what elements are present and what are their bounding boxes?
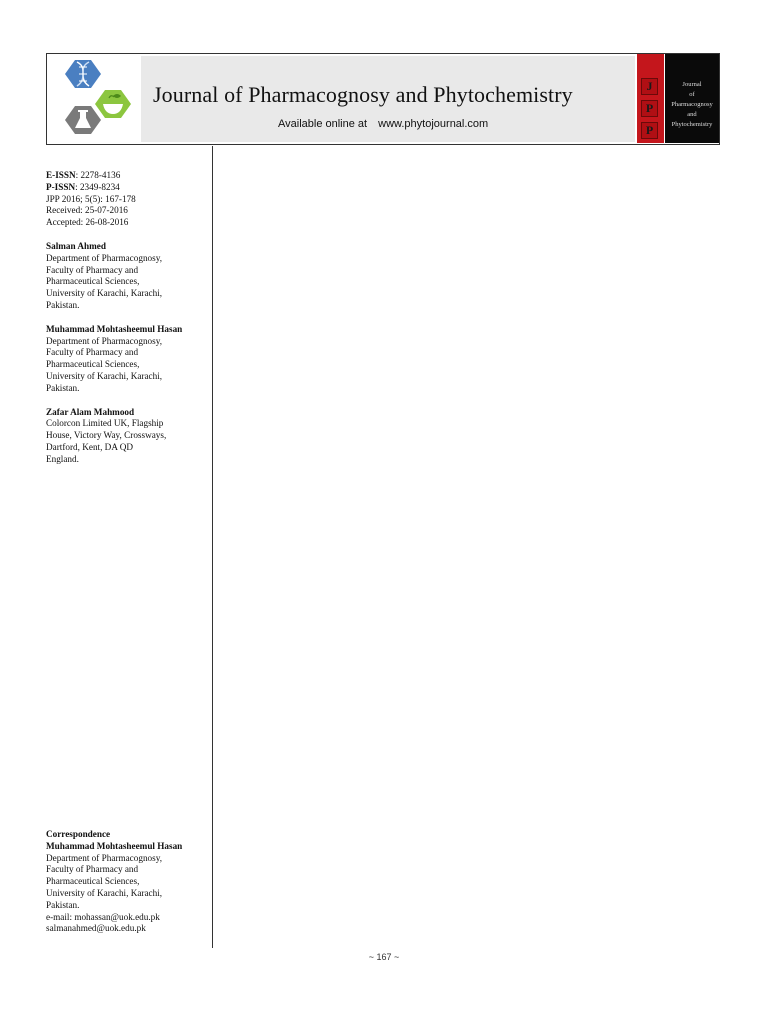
journal-url: www.phytojournal.com xyxy=(378,118,489,130)
affiliation-line: Pharmaceutical Sciences, xyxy=(46,276,140,287)
received-date: Received: 25-07-2016 xyxy=(46,205,128,216)
jpp-letter-p2: P xyxy=(641,122,658,139)
affiliation-line: Department of Pharmacognosy, xyxy=(46,252,163,263)
affiliation-line: Department of Pharmacognosy, xyxy=(46,335,163,346)
eissn-value: : 2278-4136 xyxy=(75,170,121,180)
correspondence-block xyxy=(46,829,208,935)
page-number: ~ 167 ~ xyxy=(368,952,400,962)
affiliation-line: Colorcon Limited UK, Flagship xyxy=(46,418,164,429)
affiliation-line: University of Karachi, Karachi, xyxy=(46,887,163,898)
pissn-line xyxy=(46,182,208,194)
author-block xyxy=(46,407,208,466)
side-title-line: Journal xyxy=(682,81,702,88)
journal-side-title-box xyxy=(665,54,719,143)
pissn-value: : 2349-8234 xyxy=(75,181,120,192)
affiliation-line: Faculty of Pharmacy and xyxy=(46,864,139,875)
affiliation-line: Department of Pharmacognosy, xyxy=(46,852,163,863)
pissn-label: P-ISSN xyxy=(46,181,76,192)
eissn-label: E-ISSN xyxy=(46,170,76,180)
affiliation-line: Pakistan. xyxy=(46,382,80,393)
hexagon-logo-icon xyxy=(51,58,135,140)
author-block xyxy=(46,241,208,312)
author-block xyxy=(46,324,208,395)
accepted-date: Accepted: 26-08-2016 xyxy=(46,217,129,228)
jpp-citation: JPP 2016; 5(5): 167-178 xyxy=(46,193,136,204)
author-name: Salman Ahmed xyxy=(46,240,106,251)
available-label: Available online at xyxy=(278,118,368,130)
correspondence-name: Muhammad Mohtasheemul Hasan xyxy=(46,840,183,851)
journal-side-title xyxy=(665,80,719,130)
title-area xyxy=(141,56,635,142)
author-name: Muhammad Mohtasheemul Hasan xyxy=(46,323,183,334)
author-name: Zafar Alam Mahmood xyxy=(46,406,135,417)
eissn-line xyxy=(46,170,208,182)
side-title-line: of xyxy=(689,91,695,98)
affiliation-line: Faculty of Pharmacy and xyxy=(46,347,139,358)
affiliation-line: Faculty of Pharmacy and xyxy=(46,264,139,275)
affiliation-line: University of Karachi, Karachi, xyxy=(46,370,163,381)
availability-line xyxy=(278,118,488,130)
affiliation-line: University of Karachi, Karachi, xyxy=(46,288,163,299)
column-divider xyxy=(212,146,213,948)
email-line: salmanahmed@uok.edu.pk xyxy=(46,923,146,934)
correspondence-heading: Correspondence xyxy=(46,829,111,839)
side-title-line: Phytochemistry xyxy=(671,121,713,128)
side-title-line: and xyxy=(687,111,697,118)
publication-meta xyxy=(46,170,208,229)
email-line: e-mail: mohassan@uok.edu.pk xyxy=(46,911,160,922)
side-title-line: Pharmacognosy xyxy=(671,101,713,108)
affiliation-line: Dartford, Kent, DA QD xyxy=(46,441,134,452)
affiliation-line: Pakistan. xyxy=(46,299,80,310)
jpp-letter-j: J xyxy=(641,78,658,95)
affiliation-line: Pakistan. xyxy=(46,899,80,910)
jpp-letter-p1: P xyxy=(641,100,658,117)
affiliation-line: Pharmaceutical Sciences, xyxy=(46,876,140,887)
article-sidebar xyxy=(46,170,208,478)
journal-logo xyxy=(51,58,135,140)
jpp-red-strip xyxy=(637,54,664,143)
affiliation-line: House, Victory Way, Crossways, xyxy=(46,430,167,441)
affiliation-line: Pharmaceutical Sciences, xyxy=(46,359,140,370)
affiliation-line: England. xyxy=(46,453,79,464)
journal-title: Journal of Pharmacognosy and Phytochemistry xyxy=(153,82,573,107)
journal-header-banner xyxy=(46,53,720,145)
